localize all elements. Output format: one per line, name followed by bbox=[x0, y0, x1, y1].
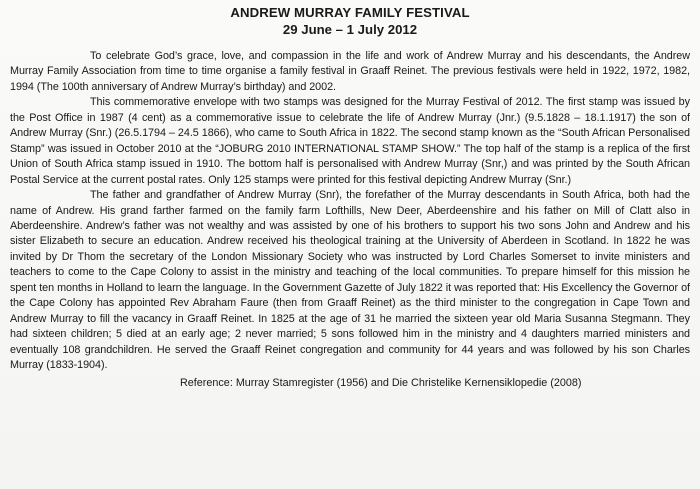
paragraph-stamps: This commemorative envelope with two stamps was designed for the Murray Festival of 2012. The first stamp was issued by the Post Office in 1987 (4 cent) as a commemorative issue to celebrate the life of Andrew Murray (Jnr.) (9.5.1828 – 18.1.1917) the son of Andrew Murray (Snr.) (26.5.1794 – 24.5 1866), who came to South Africa in 1822. The second stamp known as the “South African Personalised Stamp” was issued in October 2010 at the “JOBURG 2010 INTERNATIONAL STAMP SHOW.” The top half of the stamp is a replica of the first Union of South Africa stamp issued in 1910. The bottom half is personalised with Andrew Murray (Snr,) and was printed by the South African Postal Service at the current postal rates. Only 125 stamps were printed for this festival depicting Andrew Murray (Snr.) bbox=[10, 96, 690, 186]
paragraph-intro: To celebrate God’s grace, love, and compassion in the life and work of Andrew Murray and his descendants, the Andrew Murray Family Association from time to time organise a family festival in Graaff Reinet. The previous festivals were held in 1922, 1972, 1982, 1994 (The 100th anniversary of Andrew Murray’s birthday) and 2002. bbox=[10, 50, 690, 93]
reference-line: Reference: Murray Stamregister (1956) and Die Christelike Kernensiklopedie (2008) bbox=[180, 376, 582, 389]
paragraph-history: The father and grandfather of Andrew Murray (Snr), the forefather of the Murray descendants in South Africa, both had the name of Andrew. His grand farther farmed on the family farm Lofthills, New Deer, Aberdeenshire and his father on Mill of Clatt also in Aberdeenshire. Andrew’s father was not wealthy and was assisted by one of his brothers to support his two sons John and Andrew and his sister Elizabeth to secure an education. Andrew received his theological training at the University of Aberdeen in Scotland. In 1822 he was invited by Dr Thom the secretary of the London Missionary Society who was instructed by Lord Charles Somerset to invite ministers and teachers to come to the Cape Colony to assist in the ministry and teaching of the local communities. To prepare himself for this mission he spent ten months in Holland to learn the language. In the Government Gazette of July 1822 it was reported that: His Excellency the Governor of the Cape Colony has appointed Rev Abraham Faure (then from Graaff Reinet) as the third minister to the congregation in Cape Town and Andrew Murray to fill the vacancy in Graaff Reinet. In 1825 at the age of 31 he married the sixteen year old Maria Susanna Stegmann. They had sixteen children; 5 died at an early age; 2 never married; 5 sons followed him in the ministry and 4 daughters married ministers and eventually 108 grandchildren. He served the Graaff Reinet congregation and community for 44 years and was followed by his son Charles Murray (1833-1904). bbox=[10, 189, 690, 372]
document-title: ANDREW MURRAY FAMILY FESTIVAL bbox=[230, 5, 470, 20]
festival-dates: 29 June – 1 July 2012 bbox=[282, 22, 418, 37]
